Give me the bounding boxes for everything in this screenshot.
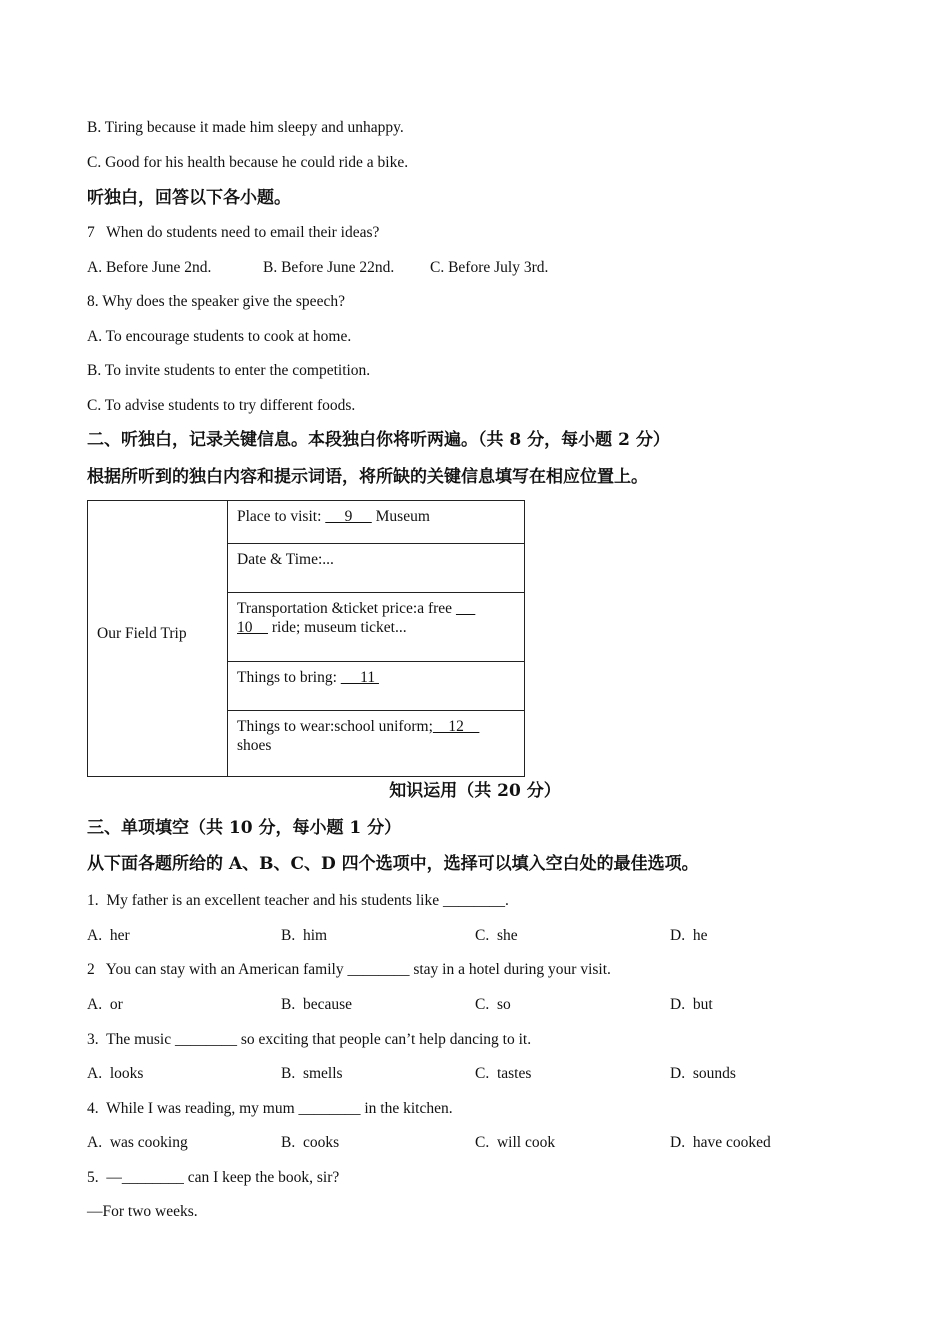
blank-11[interactable]: 11 [340, 669, 379, 686]
table-row-transport [228, 593, 524, 662]
section-instructions: 根据所听到的独白内容和提示词语，将所缺的关键信息填写在相应位置上。 [87, 467, 648, 487]
option-c: C. tastes [475, 1065, 532, 1082]
table-row-bring [228, 662, 524, 711]
row-label: Things to wear:school uniform; [237, 718, 433, 735]
option-d: D. have cooked [670, 1134, 771, 1151]
option-b: B. smells [281, 1065, 343, 1082]
option-b: B. cooks [281, 1134, 340, 1151]
question-stem: 3. The music ________ so exciting that people can’t help dancing to it. [87, 1031, 532, 1048]
table-row-date [228, 544, 524, 593]
section-heading: 听独白，回答以下各小题。 [87, 188, 291, 208]
table-row-place [228, 501, 524, 544]
row-suffix: Museum [371, 508, 430, 525]
option-line: C. To advise students to try different foods. [87, 397, 356, 414]
blank-10[interactable]: 10 [237, 619, 268, 636]
option-b: B. Before June 22nd. [263, 259, 395, 276]
row-label: Transportation &ticket price:a free [237, 600, 456, 617]
table-row-wear [228, 711, 524, 778]
option-a: A. her [87, 927, 130, 944]
option-c: C. Before July 3rd. [430, 259, 549, 276]
option-a: A. Before June 2nd. [87, 259, 212, 276]
option-a: A. was cooking [87, 1134, 188, 1151]
option-line: B. To invite students to enter the competition. [87, 362, 371, 379]
option-line: B. Tiring because it made him sleepy and unhappy. [87, 119, 404, 136]
question-stem: 8. Why does the speaker give the speech? [87, 293, 345, 310]
row-suffix: ride; museum ticket... [268, 619, 407, 636]
question-stem: 1. My father is an excellent teacher and his students like ________. [87, 892, 509, 909]
question-stem: 5. —________ can I keep the book, sir? [87, 1169, 340, 1186]
table-left-cell [88, 501, 228, 776]
option-c: C. will cook [475, 1134, 556, 1151]
question-stem: 7 When do students need to email their ideas? [87, 224, 380, 241]
blank-10-start[interactable] [456, 600, 475, 617]
option-d: D. he [670, 927, 708, 944]
question-stem: 4. While I was reading, my mum ________ in the kitchen. [87, 1100, 453, 1117]
answer-line: —For two weeks. [87, 1203, 198, 1220]
part-title: 知识运用（共 20 分） [389, 781, 561, 801]
option-a: A. looks [87, 1065, 144, 1082]
row-label: Place to visit: [237, 508, 326, 525]
option-b: B. him [281, 927, 328, 944]
blank-9[interactable]: 9 [325, 508, 372, 525]
option-b: B. because [281, 996, 353, 1013]
field-trip-table [87, 500, 525, 777]
question-stem: 2 You can stay with an American family ________ stay in a hotel during your visit. [87, 961, 611, 978]
section-title: 二、听独白，记录关键信息。本段独白你将听两遍。（共 8 分，每小题 2 分） [87, 430, 670, 450]
option-a: A. or [87, 996, 123, 1013]
option-d: D. but [670, 996, 713, 1013]
section-title: 三、单项填空（共 10 分，每小题 1 分） [87, 818, 402, 838]
option-line: A. To encourage students to cook at home. [87, 328, 352, 345]
option-d: D. sounds [670, 1065, 736, 1082]
row-suffix: shoes [237, 737, 272, 754]
option-line: C. Good for his health because he could ride a bike. [87, 154, 409, 171]
row-label: Date & Time:... [237, 551, 334, 568]
section-instructions: 从下面各题所给的 A、B、C、D 四个选项中，选择可以填入空白处的最佳选项。 [87, 854, 699, 874]
option-c: C. so [475, 996, 511, 1013]
table-left-label: Our Field Trip [97, 625, 187, 642]
row-label: Things to bring: [237, 669, 341, 686]
option-c: C. she [475, 927, 518, 944]
blank-12[interactable]: 12 [432, 718, 480, 735]
